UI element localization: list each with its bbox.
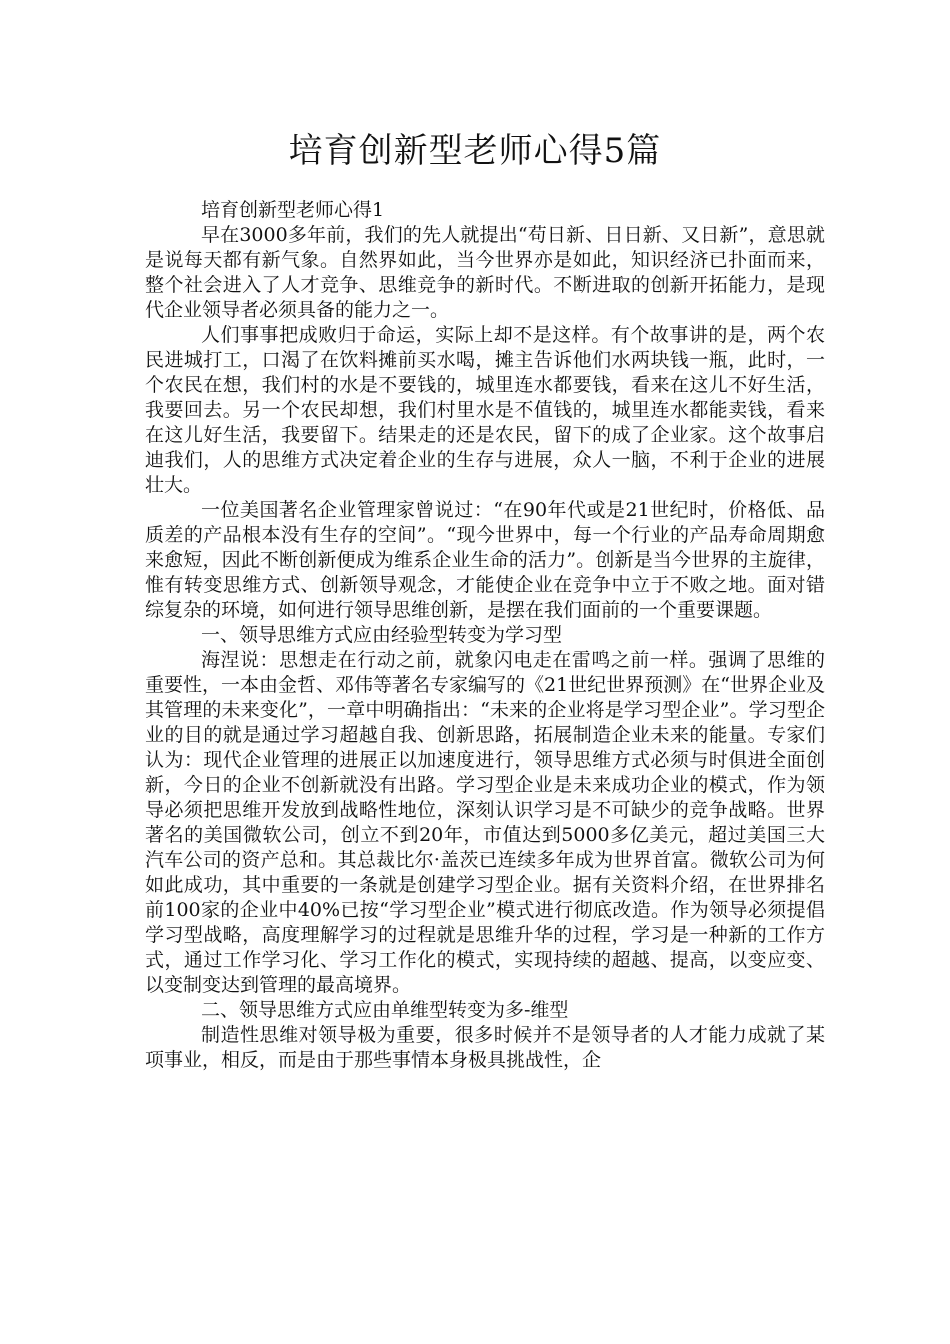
document-body (145, 198, 825, 1073)
paragraph-5: 制造性思维对领导极为重要，很多时候并不是领导者的人才能力成就了某项事业，相反，而是由于那些事情本身极具挑战性，企 (145, 1024, 825, 1071)
paragraph-2: 人们事事把成败归于命运，实际上却不是这样。有个故事讲的是，两个农民进城打工，口渴了在饮料摊前买水喝，摊主告诉他们水两块钱一瓶，此时，一个农民在想，我们村的水是不要钱的，城里连水都要钱，看来在这儿不好生活，我要回去。另一个农民却想，我们村里水是不值钱的，城里连水都能卖钱，看来在这儿好生活，我要留下。结果走的还是农民，留下的成了企业家。这个故事启迪我们，人的思维方式决定着企业的生存与进展，众人一脑，不利于企业的进展壮大。 (145, 324, 825, 496)
section-heading-1: 一、领导思维方式应由经验型转变为学习型 (201, 624, 563, 646)
paragraph-1: 早在3000多年前，我们的先人就提出“苟日新、日日新、又日新”，意思就是说每天都有新气象。自然界如此，当今世界亦是如此，知识经济已扑面而来，整个社会进入了人才竞争、思维竞争的新时代。不断进取的创新开拓能力，是现代企业领导者必须具备的能力之一。 (145, 224, 825, 321)
paragraph-3: 一位美国著名企业管理家曾说过：“在90年代或是21世纪时，价格低、品质差的产品根本没有生存的空间”。“现今世界中，每一个行业的产品寿命周期愈来愈短，因此不断创新便成为维系企业生命的活力”。创新是当今世界的主旋律，惟有转变思维方式、创新领导观念，才能使企业在竞争中立于不败之地。面对错综复杂的环境，如何进行领导思维创新，是摆在我们面前的一个重要课题。 (145, 499, 825, 621)
section-subtitle: 培育创新型老师心得1 (201, 199, 385, 221)
document-title: 培育创新型老师心得5篇 (288, 131, 662, 171)
paragraph-4: 海涅说：思想走在行动之前，就象闪电走在雷鸣之前一样。强调了思维的重要性，一本由金哲、邓伟等著名专家编写的《21世纪世界预测》在“世界企业及其管理的未来变化”，一章中明确指出：“未来的企业将是学习型企业”。学习型企业的目的就是通过学习超越自我、创新思路，拓展制造企业未来的能量。专家们认为：现代企业管理的进展正以加速度进行，领导思维方式必须与时俱进全面创新，今日的企业不创新就没有出路。学习型企业是未来成功企业的模式，作为领导必须把思维开发放到战略性地位，深刻认识学习是不可缺少的竞争战略。世界著名的美国微软公司，创立不到20年，市值达到5000多亿美元，超过美国三大汽车公司的资产总和。其总裁比尔·盖茨已连续多年成为世界首富。微软公司为何如此成功，其中重要的一条就是创建学习型企业。据有关资料介绍，在世界排名前100家的企业中40%已按“学习型企业”模式进行彻底改造。作为领导必须提倡学习型战略，高度理解学习的过程就是思维升华的过程，学习是一种新的工作方式，通过工作学习化、学习工作化的模式，实现持续的超越、提高，以变应变、以变制变达到管理的最高境界。 (145, 649, 825, 996)
section-heading-2: 二、领导思维方式应由单维型转变为多-维型 (201, 999, 569, 1021)
